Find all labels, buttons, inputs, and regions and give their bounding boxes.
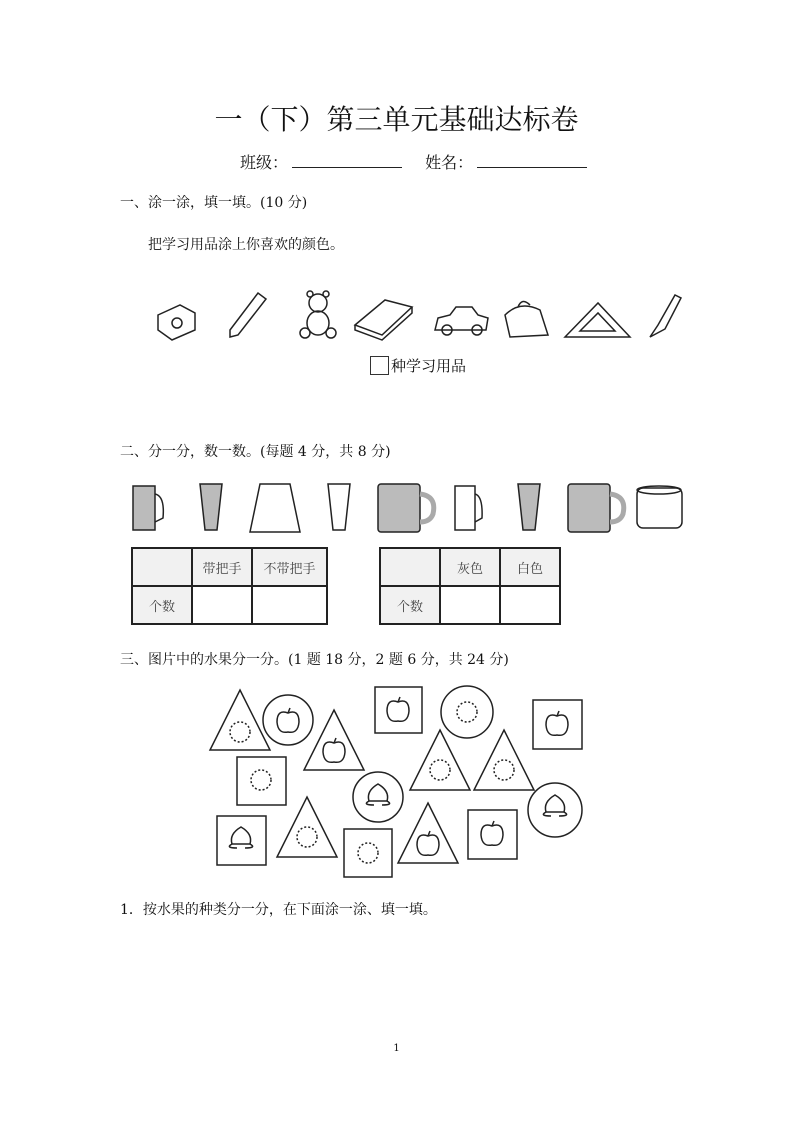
circle-peach xyxy=(353,772,403,822)
answer-suffix: 种学习用品 xyxy=(391,357,467,375)
cups-illustration xyxy=(125,478,695,538)
question-1: 1．按水果的种类分一分，在下面涂一涂、填一填。 xyxy=(120,902,437,918)
circle-peach xyxy=(528,783,582,837)
gray-glass-icon xyxy=(518,484,540,530)
teddy-bear-icon xyxy=(300,291,336,338)
circle-apple xyxy=(263,695,313,745)
section1-instruction: 把学习用品涂上你喜欢的颜色。 xyxy=(148,237,344,253)
gray-mug-large-icon xyxy=(568,484,624,532)
white-cup-icon xyxy=(250,484,300,532)
book-icon xyxy=(355,300,412,340)
white-mug-small-icon xyxy=(455,486,482,530)
square-apple xyxy=(468,810,517,859)
table-header-empty xyxy=(132,548,192,586)
answer-row xyxy=(370,355,466,376)
color-table xyxy=(379,547,561,625)
class-blank[interactable] xyxy=(292,152,402,168)
answer-cell[interactable] xyxy=(252,586,327,624)
fountain-pen-icon xyxy=(650,295,681,337)
white-bowl-icon xyxy=(637,486,682,528)
triangle-apple xyxy=(304,710,364,770)
table-header: 带把手 xyxy=(192,548,252,586)
square-apple xyxy=(375,687,422,733)
school-items-illustration xyxy=(150,285,690,345)
table-header: 不带把手 xyxy=(252,548,327,586)
square-orange xyxy=(344,829,392,877)
square-peach xyxy=(217,816,266,865)
gray-mug-large-icon xyxy=(378,484,434,532)
table-header: 灰色 xyxy=(440,548,500,586)
gray-glass-icon xyxy=(200,484,222,530)
student-info xyxy=(240,150,605,173)
name-label: 姓名： xyxy=(425,153,474,172)
school-bag-icon xyxy=(505,301,548,337)
table-header: 白色 xyxy=(500,548,560,586)
page-number: 1 xyxy=(393,1043,400,1054)
white-glass-icon xyxy=(328,484,350,530)
handle-table xyxy=(131,547,328,625)
square-apple xyxy=(533,700,582,749)
triangle-orange xyxy=(410,730,470,790)
triangle-orange xyxy=(474,730,534,790)
triangle-apple xyxy=(398,803,458,863)
page-title: 一（下）第三单元基础达标卷 xyxy=(214,103,579,136)
name-blank[interactable] xyxy=(477,152,587,168)
set-square-icon xyxy=(565,303,630,337)
class-label: 班级： xyxy=(240,153,289,172)
toy-car-icon xyxy=(435,307,488,335)
section2-heading: 二、分一分，数一数。(每题 4 分，共 8 分) xyxy=(120,444,391,460)
triangle-orange xyxy=(277,797,337,857)
triangle-orange xyxy=(210,690,270,750)
gray-mug-small-icon xyxy=(133,486,163,530)
pencil-icon xyxy=(230,293,266,337)
answer-box[interactable] xyxy=(370,356,389,375)
section3-heading: 三、图片中的水果分一分。(1 题 18 分，2 题 6 分，共 24 分) xyxy=(120,652,509,668)
table-header-empty xyxy=(380,548,440,586)
square-orange xyxy=(237,757,286,805)
answer-cell[interactable] xyxy=(440,586,500,624)
section1-heading: 一、涂一涂，填一填。(10 分) xyxy=(120,195,308,211)
row-label: 个数 xyxy=(132,586,192,624)
pencil-sharpener-icon xyxy=(158,305,195,340)
answer-cell[interactable] xyxy=(500,586,560,624)
row-label: 个数 xyxy=(380,586,440,624)
answer-cell[interactable] xyxy=(192,586,252,624)
circle-orange xyxy=(441,686,493,738)
